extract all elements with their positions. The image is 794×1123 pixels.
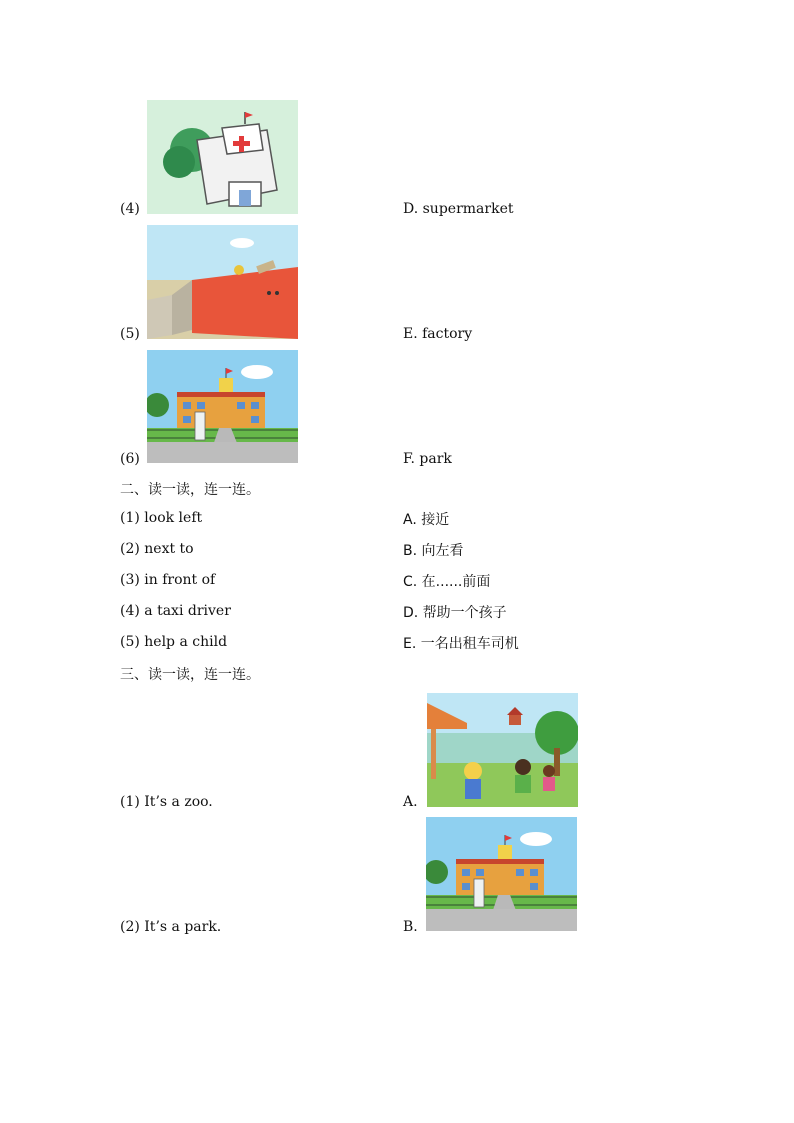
- school-picture: [426, 817, 577, 931]
- phrase-item: (4) a taxi driver: [120, 603, 231, 619]
- row-number: (5): [120, 326, 140, 342]
- phrase-item: (3) in front of: [120, 572, 216, 588]
- translation-item: B. 向左看: [403, 543, 464, 559]
- section-heading: 三、读一读，连一连。: [120, 667, 260, 683]
- phrase-item: (1) look left: [120, 510, 203, 526]
- row-number: (4): [120, 201, 140, 217]
- wall-picture: [147, 225, 298, 339]
- section-heading: 二、读一读，连一连。: [120, 482, 260, 498]
- row-number: (6): [120, 451, 140, 467]
- sentence-item: (1) It’s a zoo.: [120, 794, 213, 810]
- hospital-picture: [147, 100, 298, 214]
- translation-item: E. 一名出租车司机: [403, 636, 519, 652]
- school-picture: [147, 350, 298, 463]
- phrase-item: (5) help a child: [120, 634, 228, 650]
- phrase-item: (2) next to: [120, 541, 194, 557]
- park-picture: [427, 693, 578, 807]
- option-label: D. supermarket: [403, 201, 514, 217]
- translation-item: C. 在......前面: [403, 574, 491, 590]
- option-label: A.: [403, 794, 418, 810]
- option-label: B.: [403, 919, 418, 935]
- sentence-item: (2) It’s a park.: [120, 919, 222, 935]
- option-label: F. park: [403, 451, 452, 467]
- option-label: E. factory: [403, 326, 473, 342]
- translation-item: A. 接近: [403, 512, 450, 528]
- translation-item: D. 帮助一个孩子: [403, 605, 507, 621]
